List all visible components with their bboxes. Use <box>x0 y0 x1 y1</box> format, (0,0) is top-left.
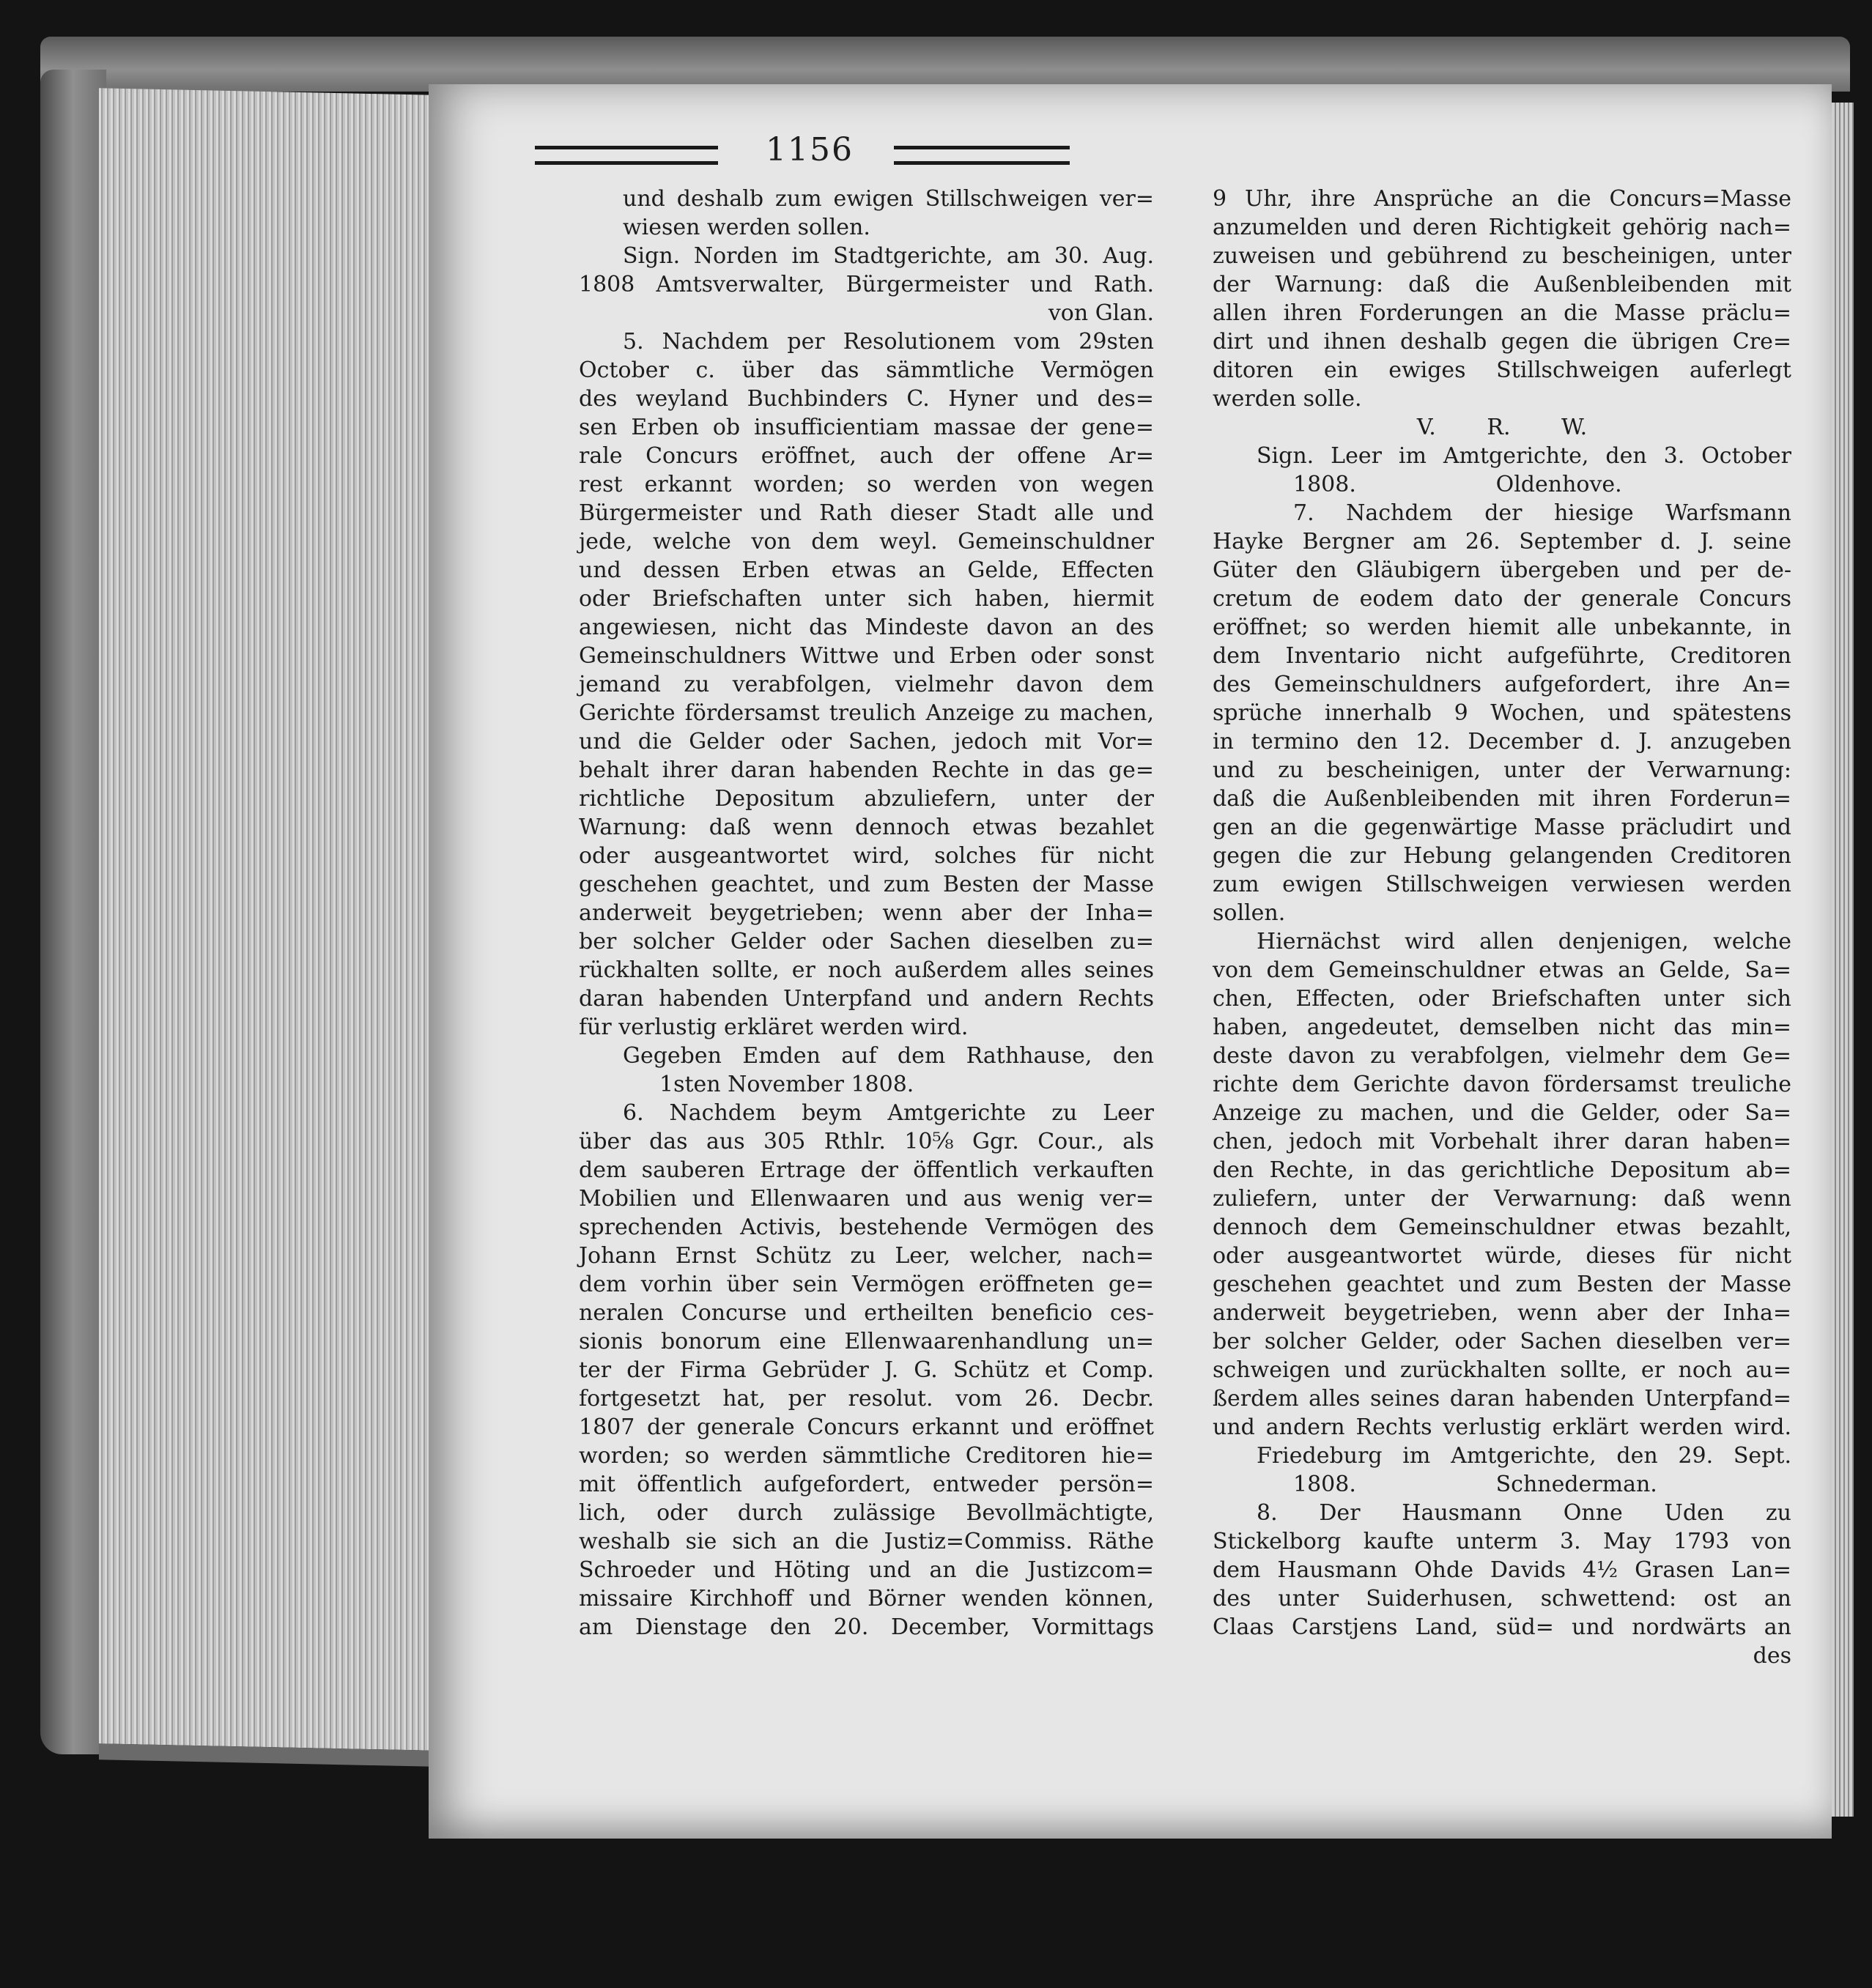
text-line: chen, Effecten, oder Briefschaften unter sich <box>1213 986 1791 1012</box>
text-line: rückhalten sollte, er noch außerdem alles seines <box>579 957 1154 983</box>
text-line: Güter den Gläubigern übergeben und per de- <box>1213 557 1791 583</box>
text-line: oder ausgeantwortet würde, dieses für nicht <box>1213 1243 1791 1269</box>
text-line: 1807 der generale Concurs erkannt und eröffnet <box>579 1414 1154 1440</box>
text-line: sollen. <box>1213 900 1286 926</box>
text-line: oder ausgeantwortet wird, solches für nicht <box>579 843 1154 869</box>
text-line: ter der Firma Gebrüder J. G. Schütz et Comp. <box>579 1357 1154 1383</box>
text-line: daß die Außenbleibenden mit ihren Forderun= <box>1213 786 1791 812</box>
text-line: Hiernächst wird allen denjenigen, welche <box>1257 929 1791 954</box>
text-line: ber solcher Gelder, oder Sachen dieselben ver= <box>1213 1329 1791 1354</box>
text-line: October c. über das sämmtliche Vermögen <box>579 357 1154 383</box>
text-line: 5. Nachdem per Resolutionem vom 29sten <box>623 329 1154 355</box>
text-line: ßerdem alles seines daran habenden Unterpfand= <box>1213 1386 1791 1412</box>
text-line: sionis bonorum eine Ellenwaarenhandlung un= <box>579 1329 1154 1354</box>
text-line: zuweisen und gebührend zu bescheinigen, unter <box>1213 243 1791 269</box>
text-line: cretum de eodem dato der generale Concurs <box>1213 586 1791 612</box>
right-text-column <box>1213 185 1791 1670</box>
text-line: deste davon zu verabfolgen, vielmehr dem Ge= <box>1213 1043 1791 1069</box>
text-line: richte dem Gerichte davon fördersamst treuliche <box>1213 1072 1791 1097</box>
text-line: 6. Nachdem beym Amtgerichte zu Leer <box>623 1100 1154 1126</box>
text-line: dirt und ihnen deshalb gegen die übrigen Cre= <box>1213 329 1791 355</box>
text-line: gen an die gegenwärtige Masse präcludirt und <box>1213 815 1791 840</box>
page-number: 1156 <box>766 131 854 168</box>
text-line: wiesen werden sollen. <box>623 215 870 240</box>
text-line: anderweit beygetrieben; wenn aber der Inha= <box>579 900 1154 926</box>
text-line: werden solle. <box>1213 386 1362 412</box>
text-line: Sign. Leer im Amtgerichte, den 3. October <box>1257 443 1791 469</box>
text-line: sen Erben ob insufficientiam massae der gene= <box>579 415 1154 440</box>
text-line: des <box>1753 1643 1791 1669</box>
text-line: am Dienstage den 20. December, Vormittags <box>579 1614 1154 1640</box>
text-line: chen, jedoch mit Vorbehalt ihrer daran haben= <box>1213 1129 1791 1154</box>
header-rule-left <box>535 146 718 165</box>
text-line: zuliefern, unter der Verwarnung: daß wenn <box>1213 1186 1791 1212</box>
text-line: 1808. Oldenhove. <box>1293 472 1622 497</box>
text-line: und andern Rechts verlustig erklärt werden wird. <box>1213 1414 1791 1440</box>
text-line: ber solcher Gelder oder Sachen dieselben zu= <box>579 929 1154 954</box>
text-line: dem Hausmann Ohde Davids 4½ Grasen Lan= <box>1213 1557 1791 1583</box>
text-line: Friedeburg im Amtgerichte, den 29. Sept. <box>1257 1443 1791 1469</box>
book-spine <box>40 70 106 1754</box>
text-line: 7. Nachdem der hiesige Warfsmann <box>1293 500 1791 526</box>
text-line: für verlustig erkläret werden wird. <box>579 1015 969 1040</box>
text-line: und die Gelder oder Sachen, jedoch mit Vor= <box>579 729 1154 754</box>
text-line: anzumelden und deren Richtigkeit gehörig nach= <box>1213 215 1791 240</box>
text-line: lich, oder durch zulässige Bevollmächtigte, <box>579 1500 1154 1526</box>
text-line: eröffnet; so werden hiemit alle unbekannte, in <box>1213 615 1791 640</box>
text-line: V. R. W. <box>1416 415 1588 440</box>
text-line: haben, angedeutet, demselben nicht das min= <box>1213 1015 1791 1040</box>
text-line: gegen die zur Hebung gelangenden Creditoren <box>1213 843 1791 869</box>
text-line: missaire Kirchhoff und Börner wenden können, <box>579 1586 1154 1611</box>
text-line: Gerichte fördersamst treulich Anzeige zu machen, <box>579 700 1154 726</box>
text-line: Warnung: daß wenn dennoch etwas bezahlet <box>579 815 1154 840</box>
text-line: behalt ihrer daran habenden Rechte in das ge= <box>579 757 1154 783</box>
header-rule-right <box>894 146 1070 165</box>
text-line: von Glan. <box>1048 300 1154 326</box>
text-line: daran habenden Unterpfand und andern Rechts <box>579 986 1154 1012</box>
text-line: über das aus 305 Rthlr. 10⁵⁄₈ Ggr. Cour., als <box>579 1129 1154 1154</box>
text-line: dennoch dem Gemeinschuldner etwas bezahlt, <box>1213 1214 1791 1240</box>
text-line: weshalb sie sich an die Justiz=Commiss. Räthe <box>579 1529 1154 1554</box>
page-block-edge <box>99 88 432 1767</box>
text-line: jede, welche von dem weyl. Gemeinschuldner <box>579 529 1154 555</box>
text-line: des Gemeinschuldners aufgefordert, ihre An= <box>1213 672 1791 697</box>
text-line: 1sten November 1808. <box>659 1072 914 1097</box>
text-line: 1808 Amtsverwalter, Bürgermeister und Rath. <box>579 272 1154 297</box>
text-line: rale Concurs eröffnet, auch der offene Ar= <box>579 443 1154 469</box>
book-cover-top <box>40 37 1850 92</box>
text-line: richtliche Depositum abzuliefern, unter der <box>579 786 1154 812</box>
text-line: oder Briefschaften unter sich haben, hiermit <box>579 586 1154 612</box>
text-line: mit öffentlich aufgefordert, entweder persön= <box>579 1472 1154 1497</box>
text-line: dem Inventario nicht aufgeführte, Creditoren <box>1213 643 1791 669</box>
text-line: rest erkannt worden; so werden von wegen <box>579 472 1154 497</box>
text-line: zum ewigen Stillschweigen verwiesen werden <box>1213 872 1791 897</box>
text-line: Bürgermeister und Rath dieser Stadt alle und <box>579 500 1154 526</box>
text-line: geschehen geachtet und zum Besten der Masse <box>1213 1272 1791 1297</box>
text-line: des weyland Buchbinders C. Hyner und des= <box>579 386 1154 412</box>
text-line: und deshalb zum ewigen Stillschweigen ver= <box>623 186 1154 212</box>
left-text-column <box>579 185 1154 1642</box>
text-line: und dessen Erben etwas an Gelde, Effecten <box>579 557 1154 583</box>
text-line: allen ihren Forderungen an die Masse präclu= <box>1213 300 1791 326</box>
text-line: Mobilien und Ellenwaaren und aus wenig ver= <box>579 1186 1154 1212</box>
text-line: jemand zu verabfolgen, vielmehr davon dem <box>579 672 1154 697</box>
text-line: den Rechte, in das gerichtliche Depositum ab= <box>1213 1157 1791 1183</box>
text-line: dem sauberen Ertrage der öffentlich verkauften <box>579 1157 1154 1183</box>
text-line: 9 Uhr, ihre Ansprüche an die Concurs=Masse <box>1213 186 1791 212</box>
text-line: schweigen und zurückhalten sollte, er noch au= <box>1213 1357 1791 1383</box>
text-line: neralen Concurse und ertheilten beneficio ces- <box>579 1300 1154 1326</box>
text-line: Schroeder und Höting und an die Justizcom= <box>579 1557 1154 1583</box>
text-line: Sign. Norden im Stadtgerichte, am 30. Aug. <box>623 243 1154 269</box>
text-line: Hayke Bergner am 26. September d. J. seine <box>1213 529 1791 555</box>
text-line: fortgesetzt hat, per resolut. vom 26. Decbr. <box>579 1386 1154 1412</box>
text-line: sprechenden Activis, bestehende Vermögen des <box>579 1214 1154 1240</box>
text-line: in termino den 12. December d. J. anzugeben <box>1213 729 1791 754</box>
text-line: der Warnung: daß die Außenbleibenden mit <box>1213 272 1791 297</box>
text-line: anderweit beygetrieben, wenn aber der Inha= <box>1213 1300 1791 1326</box>
text-line: Johann Ernst Schütz zu Leer, welcher, nach= <box>579 1243 1154 1269</box>
text-line: dem vorhin über sein Vermögen eröffneten ge= <box>579 1272 1154 1297</box>
text-line: von dem Gemeinschuldner etwas an Gelde, Sa= <box>1213 957 1791 983</box>
text-line: Gegeben Emden auf dem Rathhause, den <box>623 1043 1154 1069</box>
text-line: sprüche innerhalb 9 Wochen, und spätestens <box>1213 700 1791 726</box>
text-line: Stickelborg kaufte unterm 3. May 1793 von <box>1213 1529 1791 1554</box>
text-line: Gemeinschuldners Wittwe und Erben oder sonst <box>579 643 1154 669</box>
text-line: und zu bescheinigen, unter der Verwarnung: <box>1213 757 1791 783</box>
text-line: Claas Carstjens Land, süd= und nordwärts an <box>1213 1614 1791 1640</box>
text-line: Anzeige zu machen, und die Gelder, oder Sa= <box>1213 1100 1791 1126</box>
text-line: angewiesen, nicht das Mindeste davon an des <box>579 615 1154 640</box>
text-line: geschehen geachtet, und zum Besten der Masse <box>579 872 1154 897</box>
text-line: 1808. Schnederman. <box>1293 1472 1657 1497</box>
text-line: worden; so werden sämmtliche Creditoren hie= <box>579 1443 1154 1469</box>
text-line: ditoren ein ewiges Stillschweigen auferlegt <box>1213 357 1791 383</box>
page-header <box>535 131 1443 172</box>
text-line: des unter Suiderhusen, schwettend: ost an <box>1213 1586 1791 1611</box>
text-line: 8. Der Hausmann Onne Uden zu <box>1257 1500 1791 1526</box>
